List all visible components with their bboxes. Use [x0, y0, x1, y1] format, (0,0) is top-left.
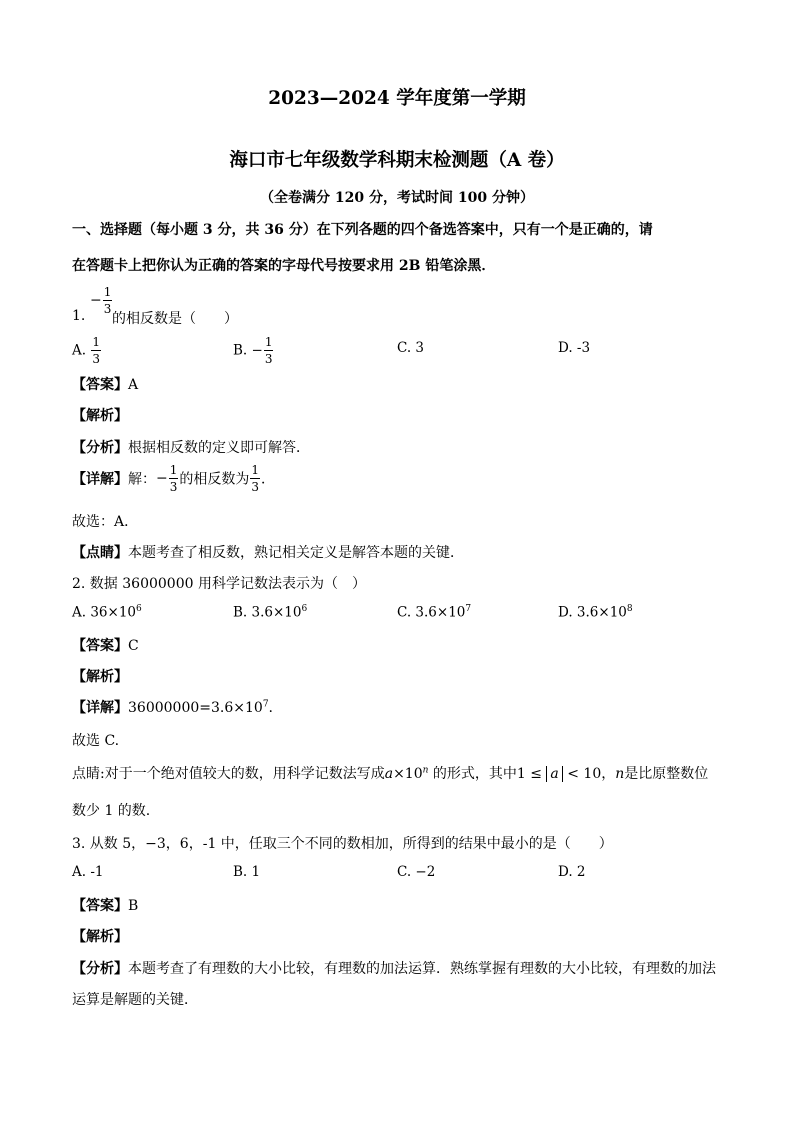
q1-opta-den: 3 [92, 352, 100, 366]
q2-dj-abs-a: a [546, 766, 562, 782]
q2-dianjing-line2: 数少 1 的数. [72, 803, 151, 819]
q2-optc-exp: 7 [465, 604, 472, 614]
q1-xj-mid: 的相反数为 [179, 471, 250, 488]
q2-dj-tail: 是比原整数位 [624, 766, 709, 782]
q2-answer [72, 635, 139, 655]
q1-opta-num: 1 [92, 335, 100, 349]
q2-dj-n: n [422, 765, 429, 776]
q1-answer [72, 374, 138, 394]
section1-line1: 一、选择题（每小题 3 分，共 36 分）在下列各题的四个备选答案中，只有一个是正确的，请 [72, 222, 653, 238]
q2-dj-ineq-left: 1 ≤ [516, 766, 542, 782]
q2-option-a [72, 604, 142, 621]
q1-option-d: D. -3 [558, 340, 591, 356]
q1-analysis-tag: 【解析】 [72, 408, 128, 424]
q1-optb-frac [264, 336, 274, 365]
q1-fraction [90, 286, 113, 315]
q1-xiangjie [72, 464, 275, 493]
q3-answer [72, 895, 138, 915]
q1-frac [103, 286, 113, 315]
q2-opta-exp: 6 [136, 604, 142, 614]
q2-optd-base: D. 3.6×10 [558, 604, 627, 621]
q3-fenxi [72, 958, 716, 978]
q1-xiangjie-pre: 解： [128, 471, 156, 488]
q1-fenxi-tag: 【分析】 [72, 440, 128, 456]
q1-xj-minus: − [156, 470, 168, 487]
q3-analysis-tag: 【解析】 [72, 929, 128, 945]
q1-number: 1. [72, 308, 86, 324]
q1-optb-label: B. [233, 342, 248, 359]
q2-dj-ineq-right: < 10 [567, 766, 602, 782]
q1-option-c: C. 3 [397, 340, 425, 356]
q3-fenxi-line1: 本题考查了有理数的大小比较，有理数的加法运算．熟练掌握有理数的大小比较，有理数的加法 [128, 961, 716, 977]
q3-option-c: C. −2 [397, 864, 436, 880]
q2-option-b [233, 604, 307, 621]
q2-dianjing [72, 763, 708, 783]
q2-option-c [397, 604, 471, 621]
q2-dj-comma: ， [601, 766, 616, 782]
q1-optb-num: 1 [264, 335, 273, 349]
q1-xj-num1: 1 [169, 463, 178, 477]
q2-opta-base: A. 36×10 [72, 604, 136, 621]
q1-xj-frac2 [250, 464, 260, 493]
q1-dianjing [72, 542, 464, 562]
term-heading: 2023—2024 学年度第一学期 [268, 88, 526, 109]
q1-xj-den2: 3 [251, 480, 260, 494]
q2-xiangjie [72, 697, 273, 717]
q3-option-d: D. 2 [558, 864, 586, 880]
q1-xj-frac1 [169, 464, 179, 493]
q1-dianjing-tag: 【点睛】 [72, 545, 128, 561]
q2-optb-exp: 6 [301, 604, 308, 614]
q1-xj-end: ． [261, 471, 276, 488]
q1-answer-tag: 【答案】 [72, 377, 128, 393]
q1-xiangjie-tag: 【详解】 [72, 471, 128, 488]
q1-xj-num2: 1 [251, 463, 260, 477]
q1-dianjing-text: 本题考查了相反数，熟记相关定义是解答本题的关键． [128, 545, 464, 561]
q2-xiangjie-tag: 【详解】 [72, 700, 128, 716]
q3-option-a: A. -1 [72, 864, 104, 880]
q2-dj-mid: 的形式，其中 [432, 766, 517, 782]
q1-opta-frac [91, 336, 101, 365]
exam-note: （全卷满分 120 分，考试时间 100 分钟） [260, 190, 534, 206]
q2-optd-exp: 8 [626, 604, 633, 614]
q1-xj-den1: 3 [169, 480, 178, 494]
q2-answer-tag: 【答案】 [72, 638, 128, 654]
q1-option-b [233, 336, 274, 365]
q2-analysis-tag: 【解析】 [72, 669, 128, 685]
q2-xiangjie-exp: 7 [262, 699, 269, 710]
q2-option-d [558, 604, 633, 621]
q3-fenxi-tag: 【分析】 [72, 961, 128, 977]
q1-guxuan: 故选：A． [72, 514, 139, 530]
q1-optb-minus: − [251, 342, 263, 359]
q1-fenxi-text: 根据相反数的定义即可解答． [128, 440, 310, 456]
q1-stem-tail: 的相反数是（ ） [112, 311, 238, 327]
q3-answer-value: B [128, 898, 139, 914]
q2-dianjing-pre: 点睛:对于一个绝对值较大的数，用科学记数法写成 [72, 766, 385, 782]
q3-answer-tag: 【答案】 [72, 898, 128, 914]
q2-optc-base: C. 3.6×10 [397, 604, 466, 621]
q1-opta-label: A. [72, 342, 87, 359]
q2-optb-base: B. 3.6×10 [233, 604, 302, 621]
q2-xiangjie-base: 36000000=3.6×10 [128, 700, 263, 716]
q2-xiangjie-end: . [268, 700, 273, 716]
q1-option-a [72, 336, 102, 365]
q2-dj-n2: n [615, 766, 625, 782]
q1-fenxi [72, 437, 310, 457]
q1-optb-den: 3 [264, 352, 273, 366]
q1-frac-num: 1 [103, 285, 112, 299]
q2-stem: 2. 数据 36000000 用科学记数法表示为（ ） [72, 576, 366, 592]
q1-frac-den: 3 [103, 302, 112, 316]
q3-stem: 3. 从数 5，−3，6，-1 中，任取三个不同的数相加，所得到的结果中最小的是（ ） [72, 836, 613, 852]
q2-guxuan: 故选 C. [72, 733, 120, 749]
q1-answer-value: A [128, 377, 139, 393]
q1-minus: − [90, 292, 102, 309]
q3-fenxi-line2: 运算是解题的关键． [72, 992, 198, 1008]
exam-title: 海口市七年级数学科期末检测题（A 卷） [229, 150, 565, 171]
q2-dj-times: ×10 [393, 766, 423, 782]
q2-dj-a: a [384, 766, 394, 782]
q2-answer-value: C [128, 638, 139, 654]
section1-line2: 在答题卡上把你认为正确的答案的字母代号按要求用 2B 铅笔涂黑． [72, 258, 496, 274]
q3-option-b: B. 1 [233, 864, 261, 880]
